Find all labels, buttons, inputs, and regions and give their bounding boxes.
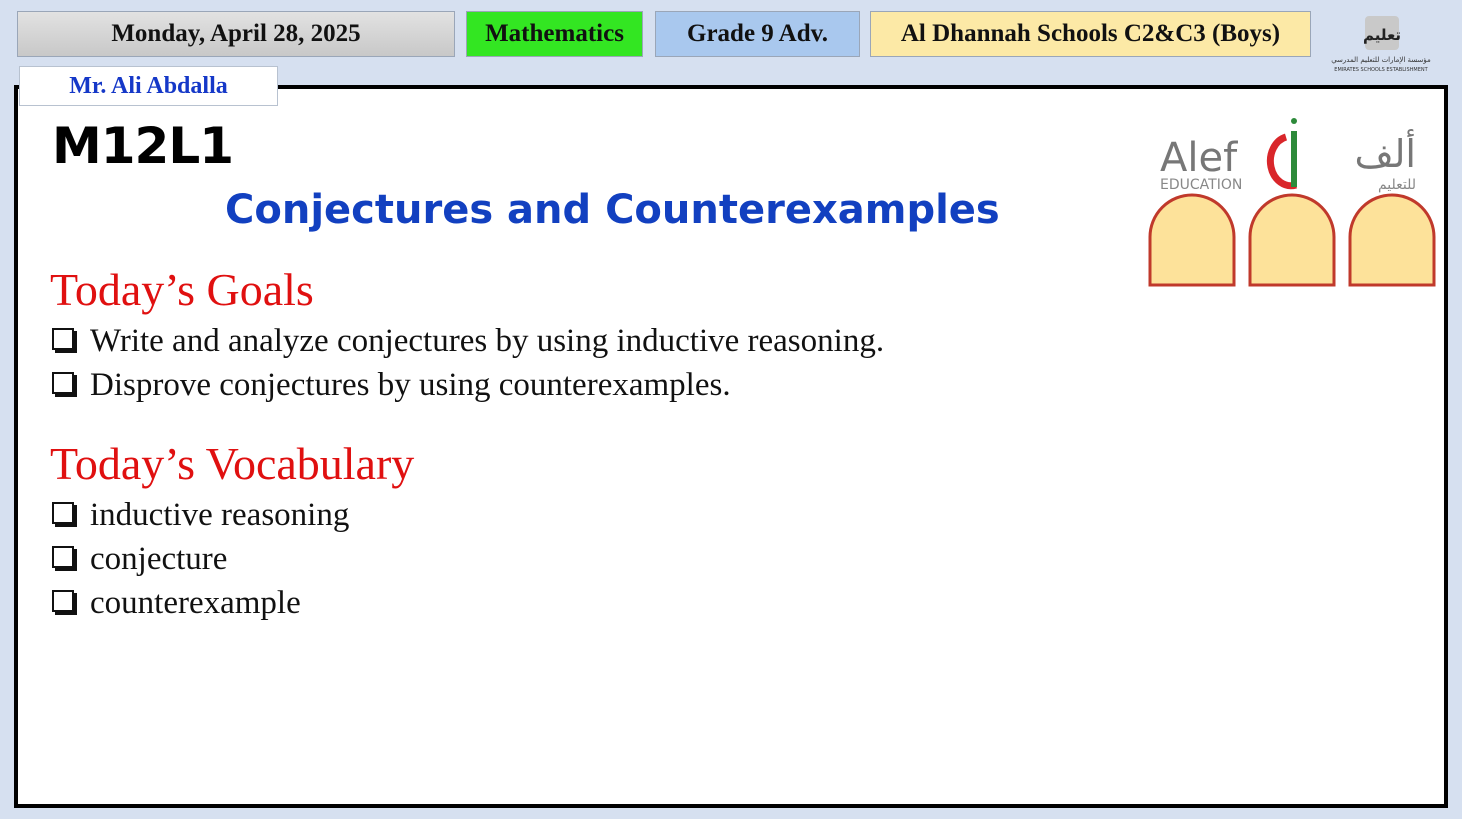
- vocabulary-list: [52, 493, 349, 625]
- list-item: [52, 319, 884, 363]
- svg-text:EDUCATION: EDUCATION: [1160, 177, 1243, 193]
- ese-logo-icon: [1318, 12, 1444, 76]
- vocabulary-heading: Today’s Vocabulary: [50, 438, 415, 489]
- list-item: [52, 581, 349, 625]
- goal-text: Write and analyze conjectures by using inductive reasoning.: [90, 322, 885, 359]
- lesson-code: M12L1: [52, 117, 233, 175]
- grade-tag: Grade 9 Adv.: [655, 11, 860, 57]
- list-item: [52, 363, 884, 407]
- lesson-title: Conjectures and Counterexamples: [225, 187, 1000, 233]
- alef-logo-icon: [1146, 109, 1436, 289]
- svg-text:للتعليم: للتعليم: [1377, 177, 1416, 193]
- checkbox-icon: [52, 372, 74, 394]
- goals-list: [52, 319, 884, 407]
- goal-text: Disprove conjectures by using counterexamples.: [90, 366, 731, 403]
- checkbox-icon: [52, 328, 74, 350]
- checkbox-icon: [52, 546, 74, 568]
- teacher-name: Mr. Ali Abdalla: [19, 66, 278, 106]
- svg-text:تعليم: تعليم: [1362, 26, 1402, 44]
- vocabulary-term: counterexample: [90, 584, 301, 621]
- list-item: [52, 537, 349, 581]
- svg-text:EMIRATES SCHOOLS ESTABLISHMENT: EMIRATES SCHOOLS ESTABLISHMENT: [1334, 67, 1428, 73]
- date-tag: Monday, April 28, 2025: [17, 11, 455, 57]
- svg-text:ألف: ألف: [1354, 132, 1416, 176]
- slide-content: [14, 85, 1448, 808]
- svg-text:Alef: Alef: [1160, 135, 1238, 181]
- vocabulary-term: conjecture: [90, 540, 228, 577]
- checkbox-icon: [52, 502, 74, 524]
- subject-tag: Mathematics: [466, 11, 643, 57]
- list-item: [52, 493, 349, 537]
- vocabulary-term: inductive reasoning: [90, 496, 350, 533]
- svg-text:مؤسسة الإمارات للتعليم المدرسي: مؤسسة الإمارات للتعليم المدرسي: [1331, 56, 1431, 64]
- checkbox-icon: [52, 590, 74, 612]
- goals-heading: Today’s Goals: [50, 264, 314, 315]
- school-tag: Al Dhannah Schools C2&C3 (Boys): [870, 11, 1311, 57]
